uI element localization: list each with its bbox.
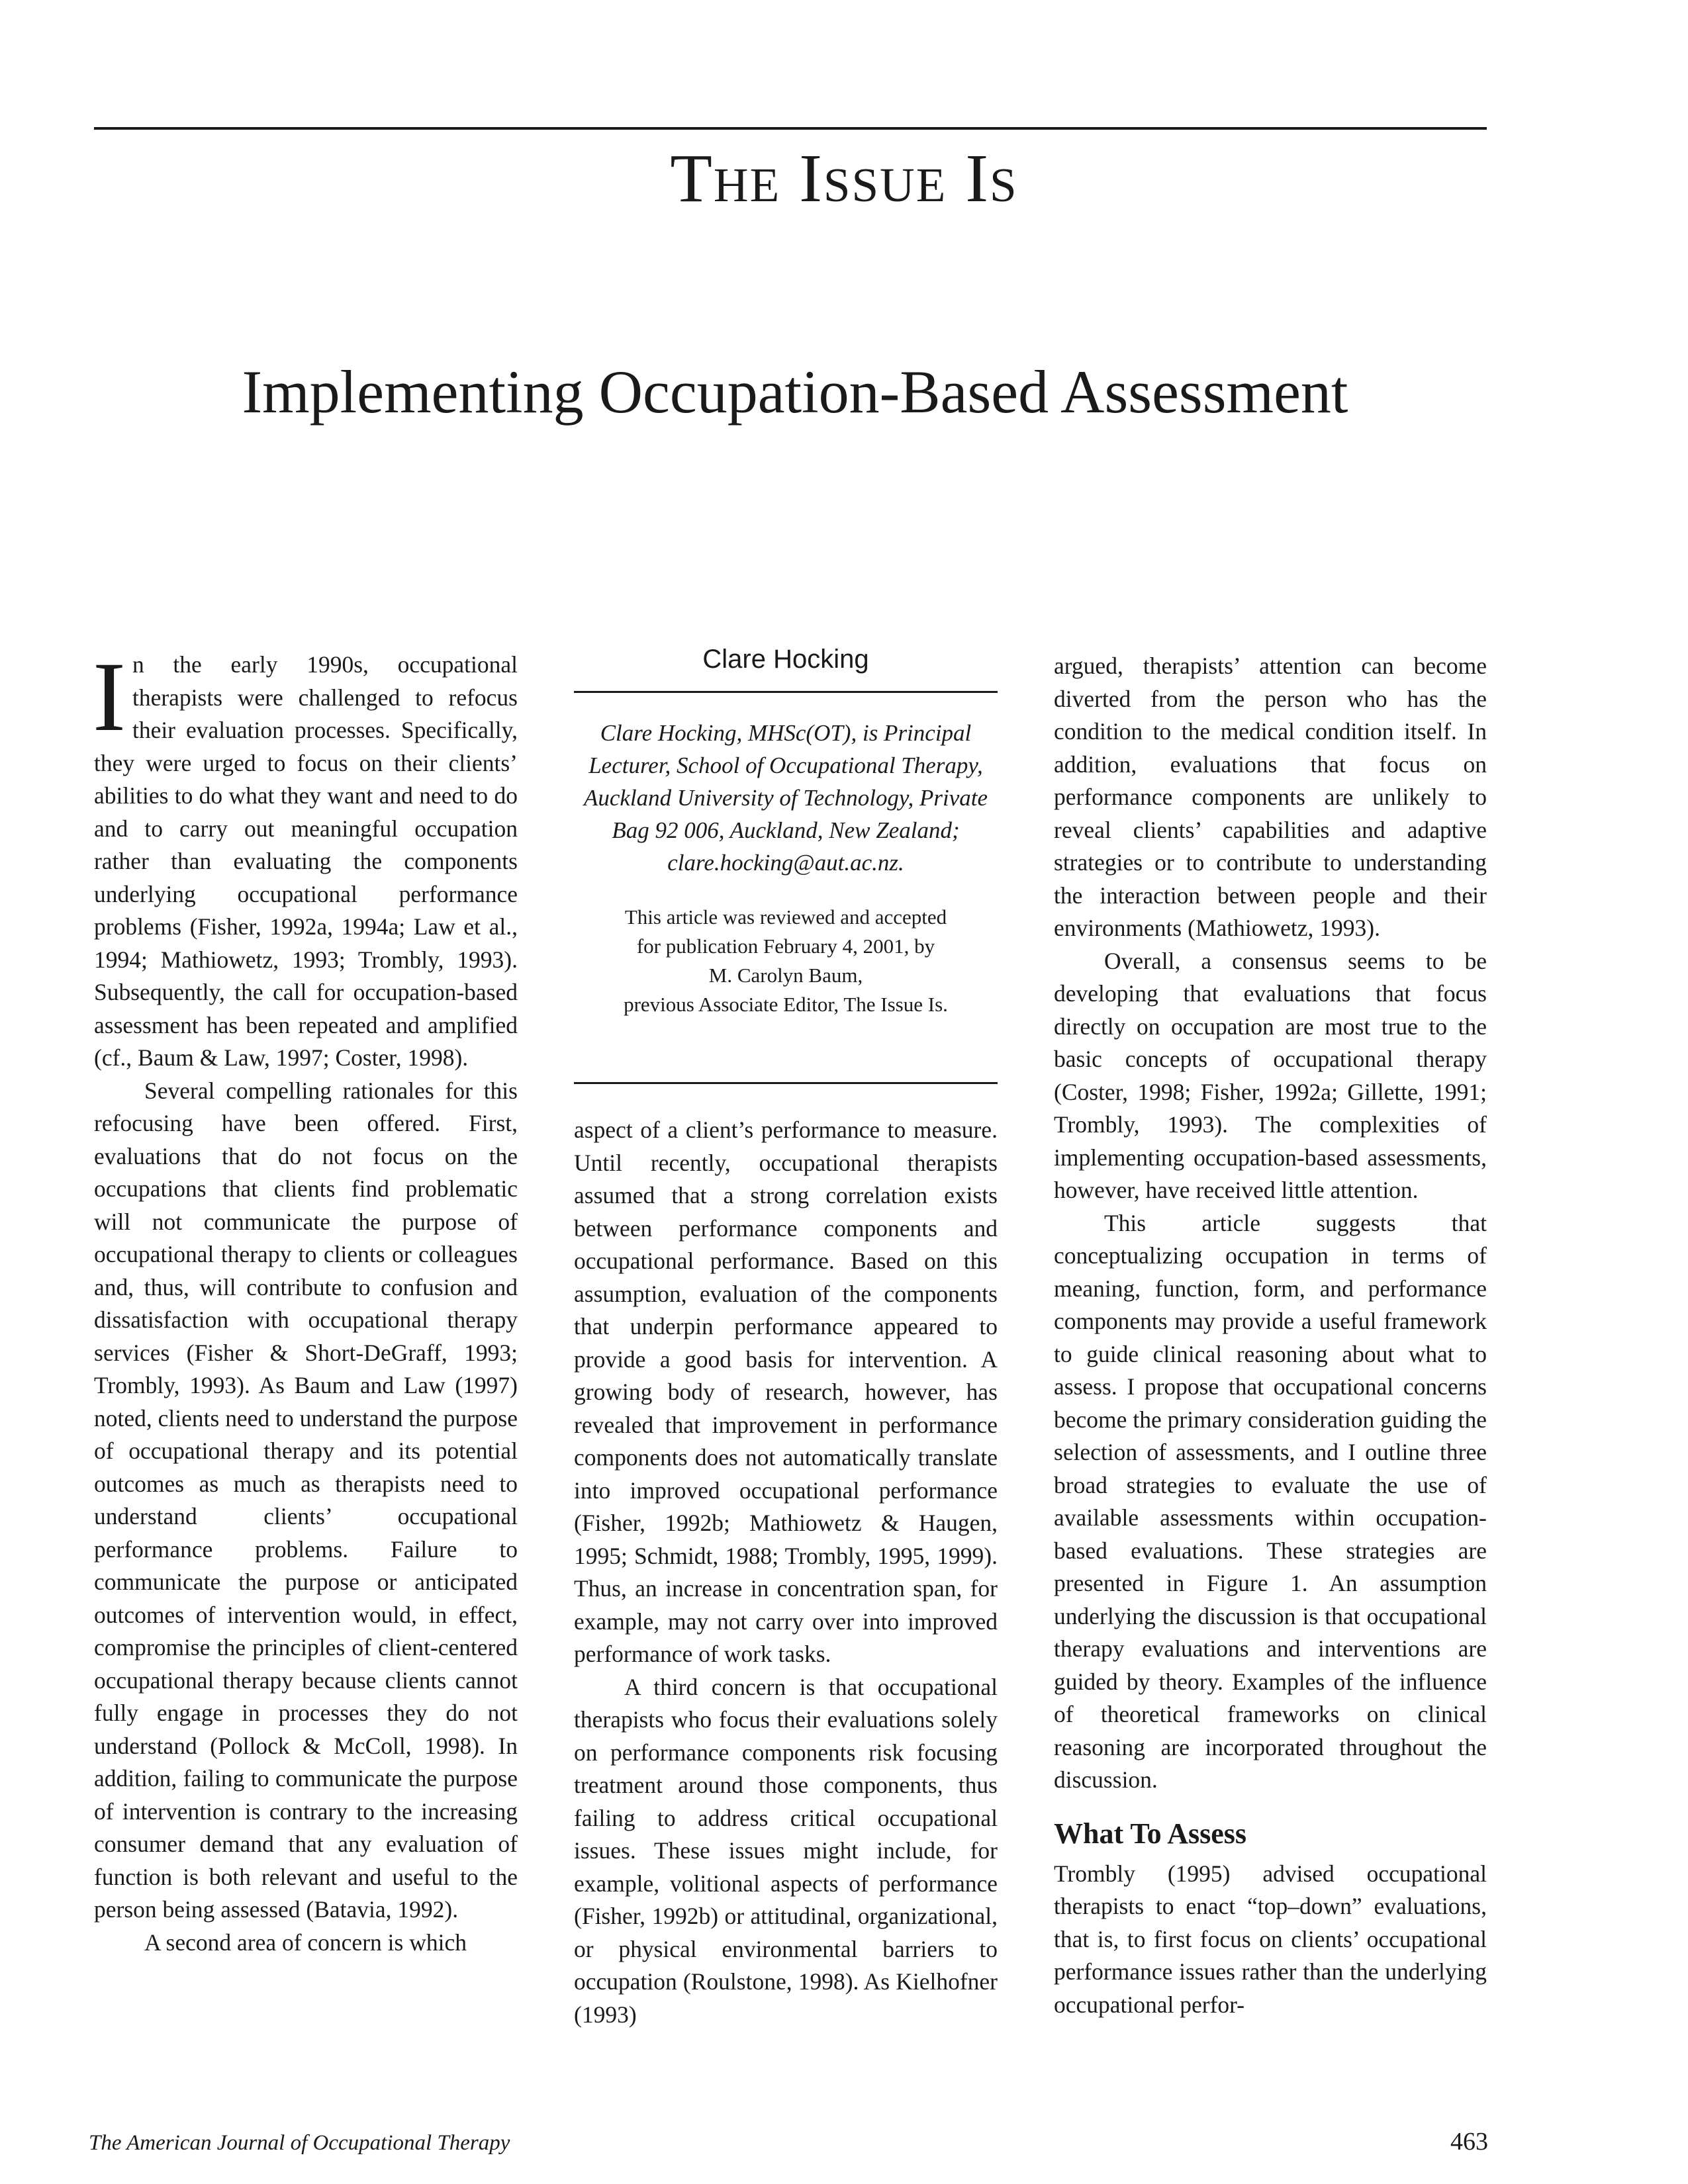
column-right <box>1054 650 1487 2021</box>
page-number: 463 <box>1450 2128 1488 2156</box>
paragraph-2: Several compelling rationales for this refocusing have been offered. First, evaluations that do not focus on the occupations that clients find problematic will not communicate the purpose of occupational therapy to clients or colleagues and, thus, will contribute to confusion and dissatisfaction with occupational therapy services (Fisher & Short-DeGraff, 1993; Trombly, 1993). As Baum and Law (1997) noted, clients need to understand the purpose of occupational therapy and its potential outcomes as much as therapists need to understand clients’ occupational performance problems. Failure to communicate the purpose or anticipated outcomes of intervention would, in effect, compromise the principles of client-centered occupational therapy because clients cannot fully engage in processes they do not understand (Pollock & McColl, 1998). In addition, failing to communicate the purpose of intervention is contrary to the increasing consumer demand that any evaluation of function is both relevant and useful to the person being assessed (Batavia, 1992). <box>94 1077 518 1923</box>
paragraph-1: In the early 1990s, occupational therapists were challenged to refocus their evaluation processes. Specifically, they were urged to focus on their clients’ abilities to do what they want and need to do and to carry out meaningful occupation rather than evaluating the components underlying occupational performance problems (Fisher, 1992a, 1994a; Law et al., 1994; Mathiowetz, 1993; Trombly, 1993). Subsequently, the call for occupation-based assessment has been repeated and amplified (cf., Baum & Law, 1997; Coster, 1998). <box>93 642 518 1071</box>
review-note: This article was reviewed and accepted for publication February 4, 2001, by M. Carolyn Baum, previous Associate Editor, The Issue Is. <box>624 905 948 1016</box>
subheading-what-to-assess: What To Assess <box>1054 1817 1247 1850</box>
paragraph-6: argued, therapists’ attention can become diverted from the person who has the condition to the medical condition itself. In addition, evaluations that focus on performance components are unlikely to reveal clients’ capabilities and adaptive strategies or to contribute to understanding the interaction between people and their environments (Mathiowetz, 1993). <box>1054 653 1487 941</box>
paragraph-9: Trombly (1995) advised occupational therapists to enact “top–down” evaluations, that is, to first focus on clients’ occupational performance issues rather than the underlying occupational perfor- <box>1054 1860 1487 2018</box>
author-email[interactable]: clare.hocking@aut.ac.nz. <box>667 850 904 876</box>
author-rule-bottom <box>574 1082 998 1084</box>
top-rule <box>94 127 1487 130</box>
paragraph-5: A third concern is that occupational therapists who focus their evaluations solely on performance components risk focusing treatment around those components, thus failing to address critical occupational issues. These issues might include, for example, volitional aspects of performance (Fisher, 1992b) or attitudinal, organizational, or physical environmental barriers to occupation (Roulstone, 1998). As Kielhofner (1993) <box>574 1673 998 2028</box>
author-rule-top <box>574 691 998 693</box>
section-heading: The Issue Is <box>670 140 1018 216</box>
author-bio: Clare Hocking, MHSc(OT), is Principal Lecturer, School of Occupational Therapy, Auckland University of Technology, Private Bag 92 006, Auckland, New Zealand; clare.hocking@aut.ac.nz. <box>574 717 998 879</box>
paragraph-3: A second area of concern is which <box>144 1929 467 1956</box>
paragraph-4: aspect of a client’s performance to measure. Until recently, occupational therapists assumed that a strong correlation exists between performance components and occupational performance. Based on this assumption, evaluation of the components that underpin performance appeared to provide a good basis for intervention. A growing body of research, however, has revealed that improvement in performance components does not automatically translate into improved occupational performance (Fisher, 1992b; Mathiowetz & Haugen, 1995; Schmidt, 1988; Trombly, 1995, 1999). Thus, an increase in concentration span, for example, may not carry over into improved performance of work tasks. <box>574 1116 998 1667</box>
footer-journal-name: The American Journal of Occupational Therapy <box>89 2131 510 2155</box>
author-box <box>574 642 998 1019</box>
paragraph-8: This article suggests that conceptualizing occupation in terms of meaning, function, form, and performance components may provide a useful framework to guide clinical reasoning about what to assess. I propose that occupational concerns become the primary consideration guiding the selection of assessments, and I outline three broad strategies to evaluate the use of available assessments within occupation-based evaluations. These strategies are presented in Figure 1. An assumption underlying the discussion is that occupational therapy evaluations and interventions are guided by theory. Examples of the influence of theoretical frameworks on clinical reasoning are incorporated throughout the discussion. <box>1054 1209 1487 1793</box>
column-left <box>93 642 518 1959</box>
author-name: Clare Hocking <box>702 645 869 674</box>
drop-cap: I <box>93 642 126 752</box>
article-title: Implementing Occupation-Based Assessment <box>242 358 1348 426</box>
paragraph-7: Overall, a consensus seems to be developing that evaluations that focus directly on occupation are most true to the basic concepts of occupational therapy (Coster, 1998; Fisher, 1992a; Gillette, 1991; Trombly, 1993). The complexities of implementing occupation-based assessments, however, have received little attention. <box>1054 947 1487 1203</box>
column-middle <box>574 1114 998 2031</box>
